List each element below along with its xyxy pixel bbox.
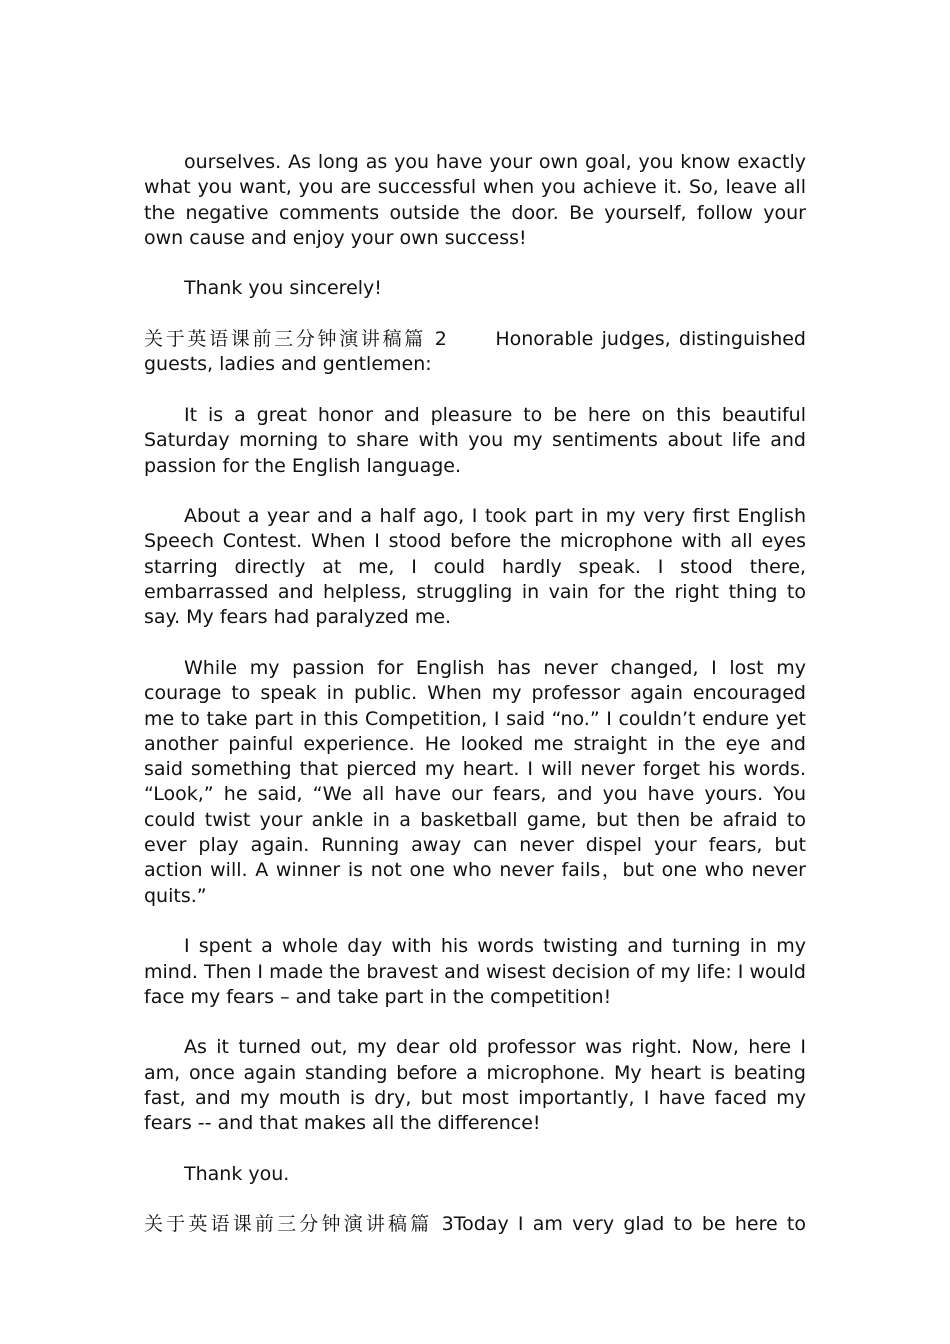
section-3-title: 关于英语课前三分钟演讲稿篇 3 (144, 1213, 454, 1236)
section-3-heading (144, 1212, 806, 1237)
paragraph-honor: It is a great honor and pleasure to be here on this beautiful Saturday morning to share with you my sentiments about life and passion for the English language. (144, 403, 806, 477)
document-page (144, 150, 806, 1238)
paragraph-thank-you: Thank you. (184, 1162, 290, 1185)
section-3-opening: Today I am very glad to be here to (453, 1213, 806, 1236)
section-2-heading (144, 327, 806, 378)
paragraph-outcome: As it turned out, my dear old professor was right. Now, here I am, once again standing before a microphone. My heart is beating fast, and my mouth is dry, but most importantly, I have faced my fears -- and that makes all the difference! (144, 1036, 806, 1135)
paragraph-thank-you-sincerely: Thank you sincerely! (184, 277, 382, 300)
paragraph-closing-success: ourselves. As long as you have your own goal, you know exactly what you want, you are successful when you achieve it. So, leave all the negative comments outside the door. Be yourself, follow your own cause and enjoy your own success! (144, 151, 806, 249)
paragraph-professor: While my passion for English has never changed, I lost my courage to speak in public. When my professor again encouraged me to take part in this Competition, I said “no.” I couldn’t endure yet another painful experience. He looked me straight in the eye and said something that pierced my heart. I will never forget his words. “Look,” he said, “We all have our fears, and you have yours. You could twist your ankle in a basketball game, but then be afraid to ever play again. Running away can never dispel your fears, but action will. A winner is not one who never fails，but one who never quits.” (144, 656, 806, 907)
section-2-greeting: Honorable judges, distinguished guests, ladies and gentlemen: (144, 328, 806, 376)
paragraph-first-contest: About a year and a half ago, I took part in my very first English Speech Contest. When I stood before the microphone with all eyes starring directly at me, I could hardly speak. I stood there, embarrassed and helpless, struggling in vain for the right thing to say. My fears had paralyzed me. (144, 505, 806, 629)
section-2-title: 关于英语课前三分钟演讲稿篇 2 (144, 328, 448, 351)
paragraph-decision: I spent a whole day with his words twisting and turning in my mind. Then I made the bravest and wisest decision of my life: I would face my fears – and take part in the competition! (144, 935, 806, 1008)
